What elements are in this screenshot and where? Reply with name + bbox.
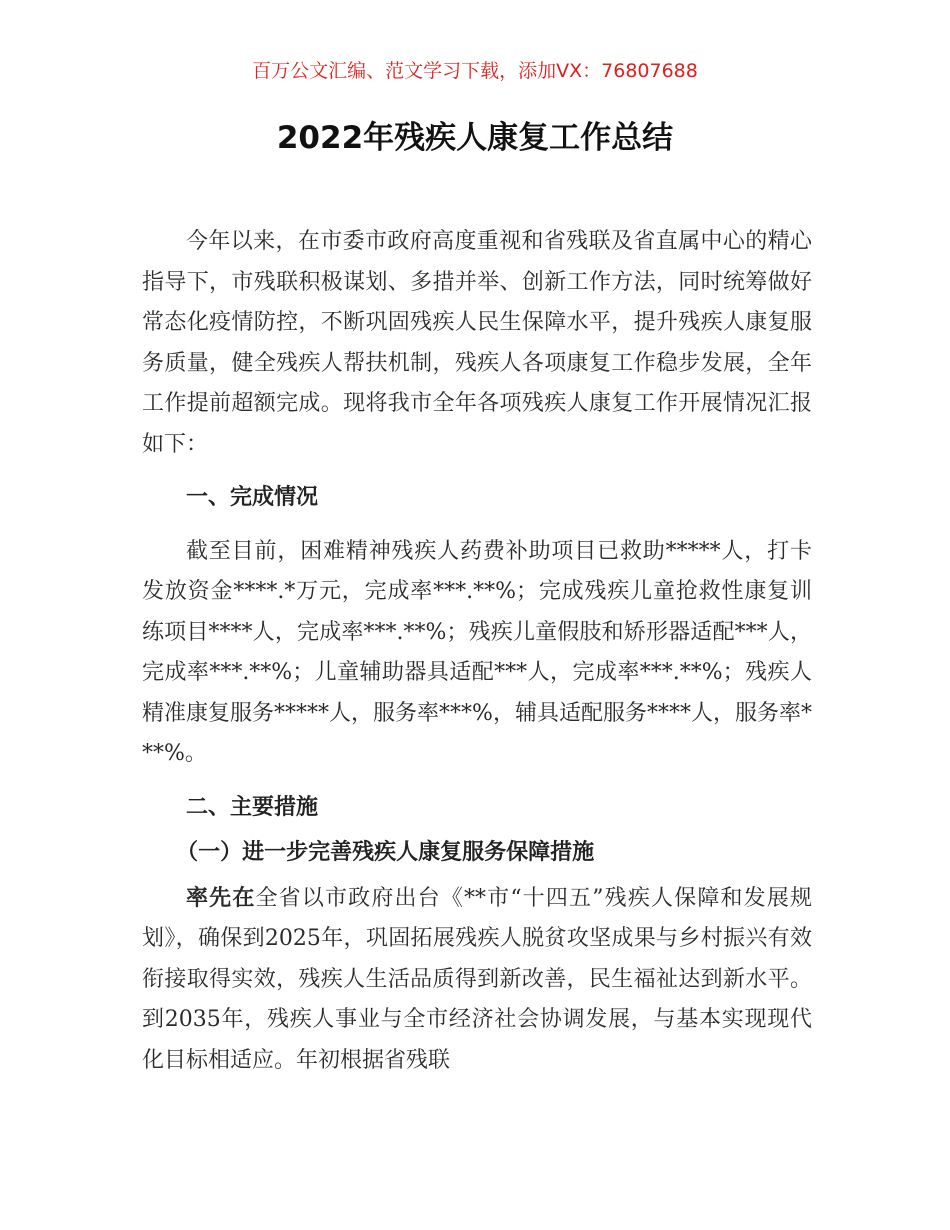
section1-paragraph: 截至目前，困难精神残疾人药费补助项目已救助*****人，打卡发放资金****.*万元，完成率***.**%；完成残疾儿童抢救性康复训练项目****人，完成率***.**%；残疾儿童假肢和矫形器适配***人，完成率***.**%；儿童辅助器具适配***人，完成率***.**%；残疾人精准康复服务*****人，服务率***%，辅具适配服务****人，服务率***%。 [142, 538, 812, 766]
ad-banner: 百万公文汇编、范文学习下载，添加VX：76807688 [252, 60, 698, 82]
paragraph-text: 全省以市政府出台《**市“十四五”残疾人保障和发展规划》，确保到2025年，巩固拓展残疾人脱贫攻坚成果与乡村振兴有效衔接取得实效，残疾人生活品质得到新改善，民生福祉达到新水平。到2035年，残疾人事业与全市经济社会协调发展，与基本实现现代化目标相适应。年初根据省残联 [142, 885, 812, 1073]
subsection1-paragraph [142, 879, 812, 1082]
intro-paragraph: 今年以来，在市委市政府高度重视和省残联及省直属中心的精心指导下，市残联积极谋划、多措并举、创新工作方法，同时统筹做好常态化疫情防控，不断巩固残疾人民生保障水平，提升残疾人康复服务质量，健全残疾人帮扶机制，残疾人各项康复工作稳步发展，全年工作提前超额完成。现将我市全年各项残疾人康复工作开展情况汇报如下： [142, 229, 812, 457]
paragraph-lead-text: 率先在 [186, 885, 256, 911]
section2-heading: 二、主要措施 [186, 794, 319, 820]
section1-heading: 一、完成情况 [186, 485, 319, 510]
document-title: 2022年残疾人康复工作总结 [276, 120, 674, 156]
subsection1-heading: （一）进一步完善残疾人康复服务保障措施 [176, 840, 595, 865]
document-body [142, 222, 812, 1081]
